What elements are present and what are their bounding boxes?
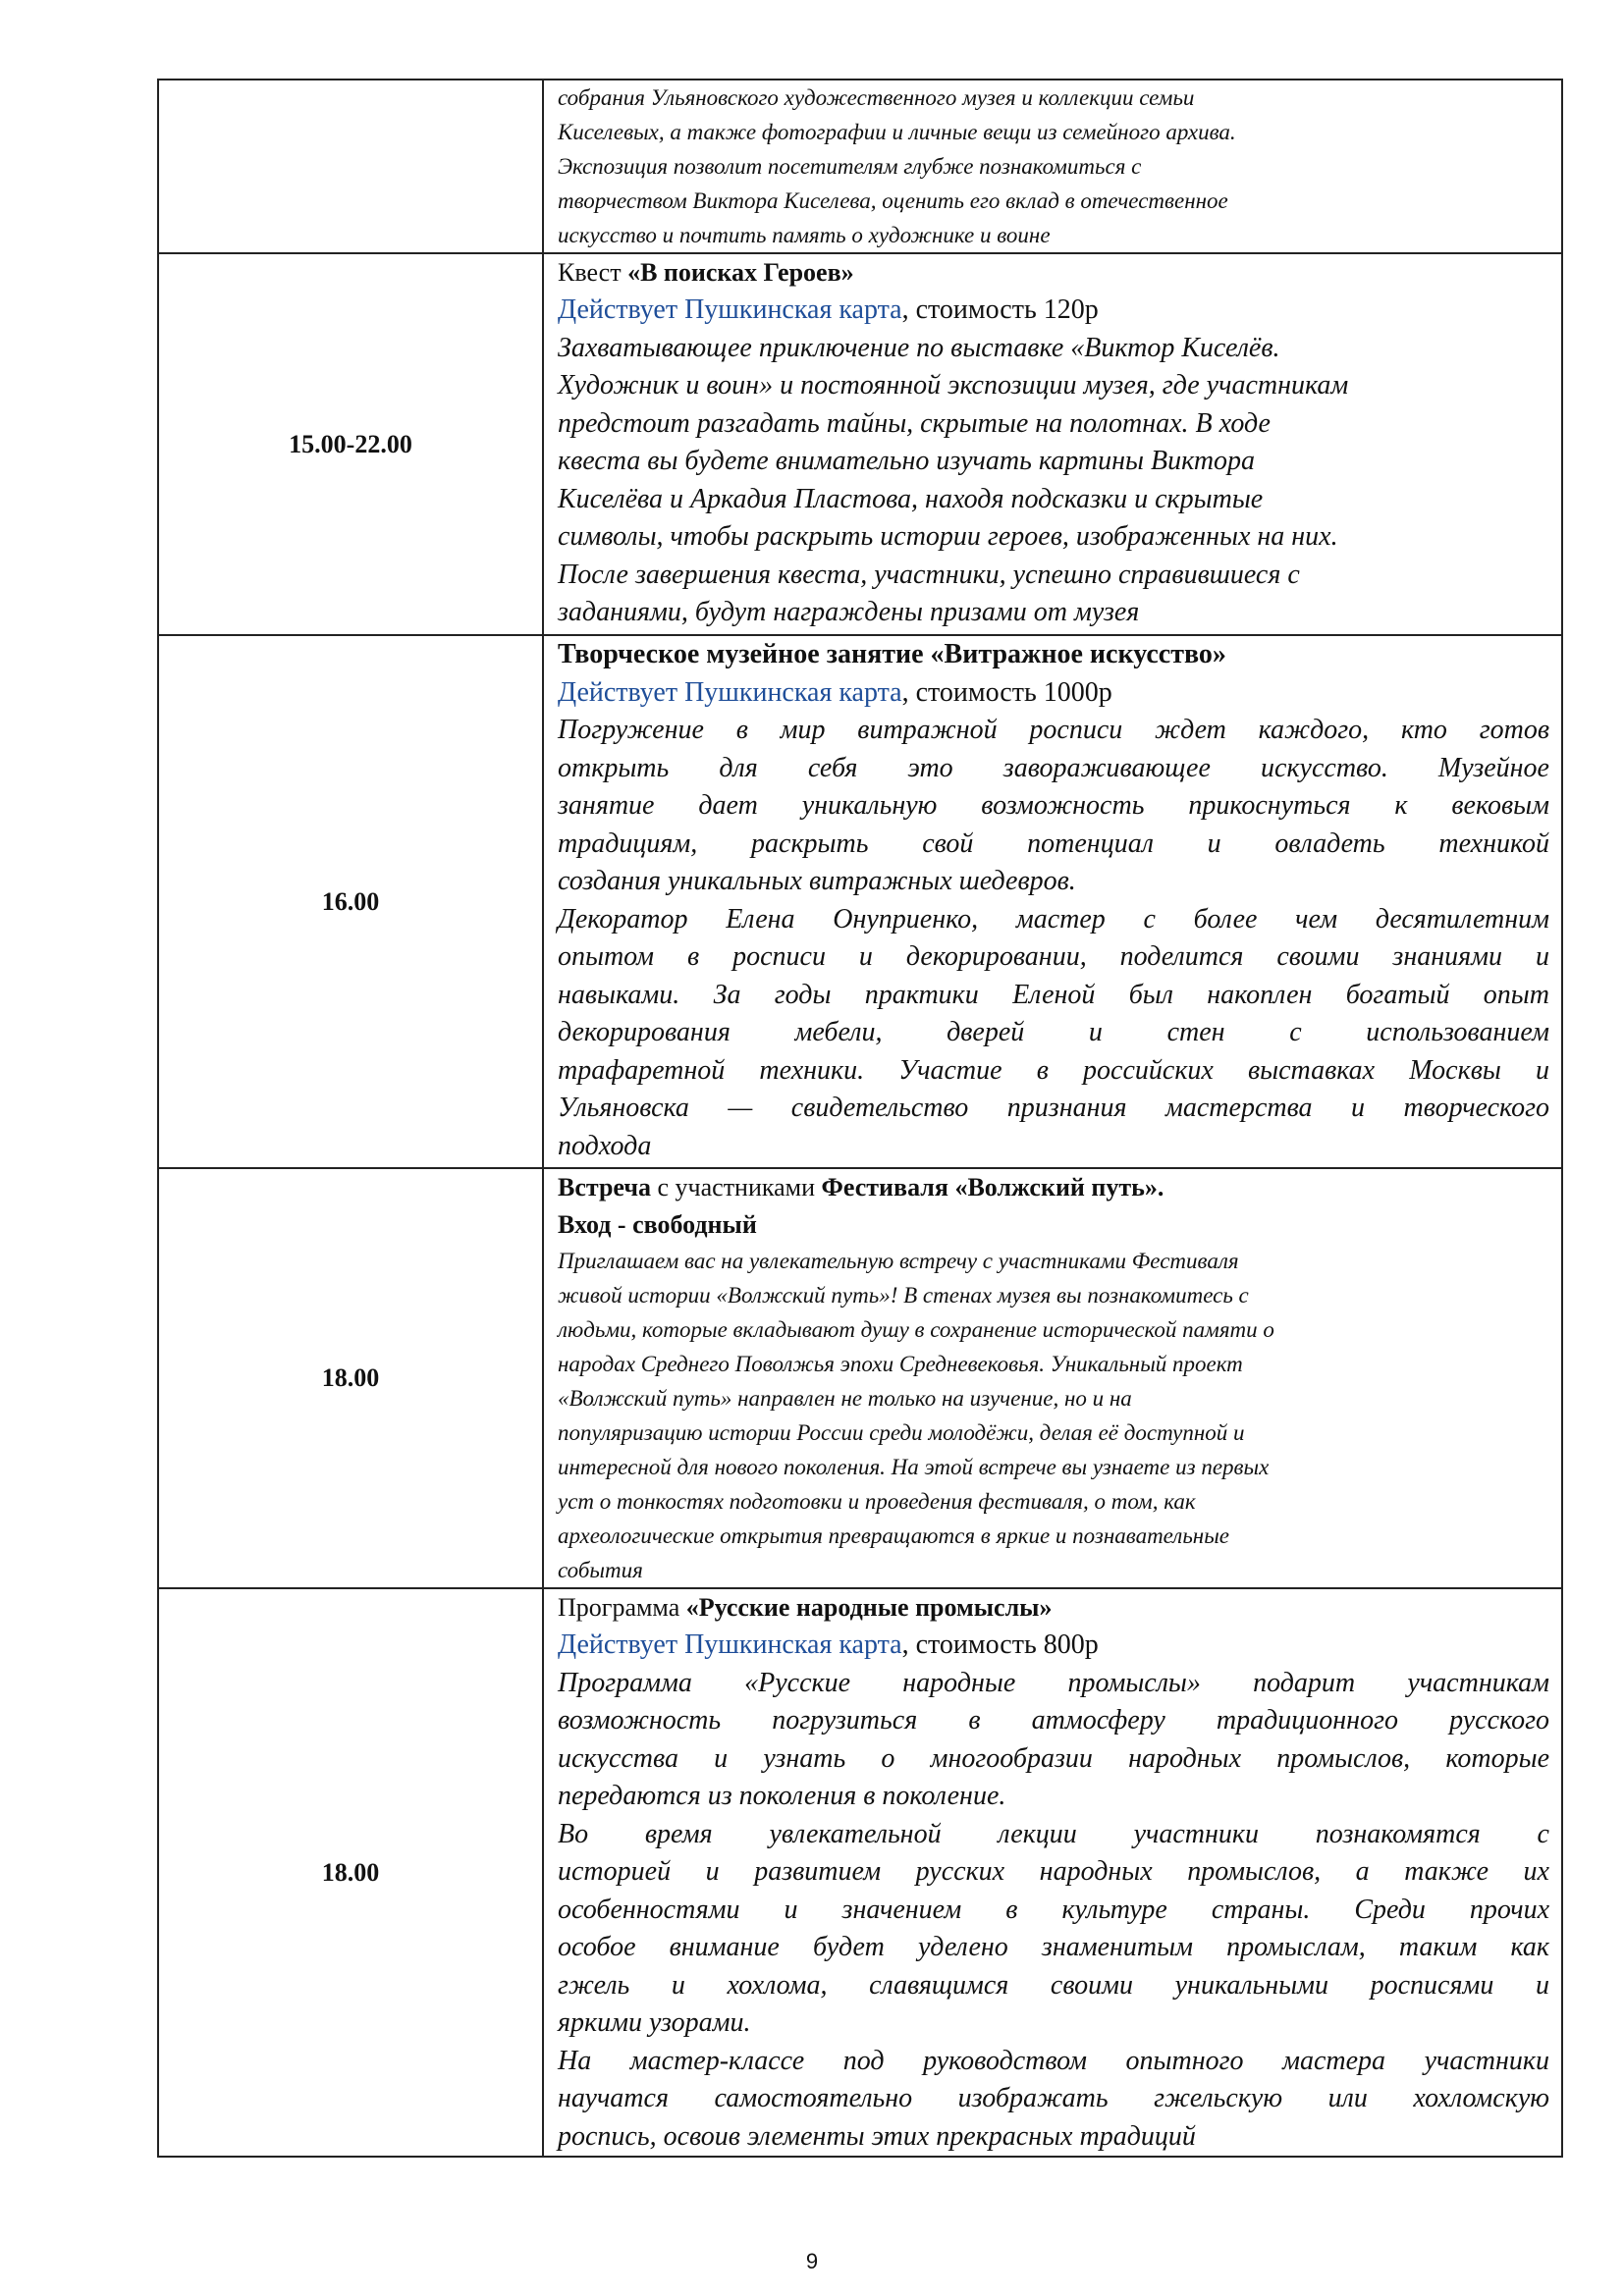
description-line: создания уникальных витражных шедевров. xyxy=(558,866,1076,896)
description-line: Экспозиция позволит посетителям глубже познакомиться с xyxy=(558,154,1142,179)
event-time: 16.00 xyxy=(321,886,380,916)
description-line: искусство и почтить память о художнике и воине xyxy=(558,223,1051,247)
description-line: Киселевых, а также фотографии и личные вещи из семейного архива. xyxy=(558,120,1236,144)
description-line: открыть для себя это завораживающее искусство. Музейное xyxy=(558,752,1549,783)
description-cell xyxy=(543,80,1562,253)
page-number: 9 xyxy=(805,2249,819,2273)
description-cell xyxy=(543,253,1562,635)
description-line: Программа «Русские народные промыслы» подарит участникам xyxy=(558,1667,1549,1698)
event-title: Встреча с участниками Фестиваля «Волжский путь». xyxy=(558,1173,1164,1201)
event-title: Квест «В поисках Героев» xyxy=(558,258,854,287)
schedule-row xyxy=(158,635,1562,1168)
pushkin-card-link[interactable]: Действует Пушкинская карта xyxy=(558,294,902,325)
description-line: Ульяновска — свидетельство признания мастерства и творческого xyxy=(558,1093,1549,1123)
description-line: опытом в росписи и декорировании, поделится своими знаниями и xyxy=(558,941,1549,972)
pushkin-card-link[interactable]: Действует Пушкинская карта xyxy=(558,676,902,708)
description-line: возможность погрузиться в атмосферу традиционного русского xyxy=(558,1705,1549,1735)
description-line: гжель и хохлома, славящимся своими уникальными росписями и xyxy=(558,1969,1549,2001)
price-line: Действует Пушкинская карта, стоимость 120р xyxy=(558,294,1099,325)
schedule-table xyxy=(157,79,1563,2158)
description-line: археологические открытия превращаются в яркие и познавательные xyxy=(558,1523,1230,1548)
pushkin-card-link[interactable]: Действует Пушкинская карта xyxy=(558,1629,902,1660)
time-cell xyxy=(158,253,543,635)
description-line: Захватывающее приключение по выставке «Виктор Киселёв. xyxy=(558,332,1280,363)
description-line: яркими узорами. xyxy=(558,2007,751,2038)
description-line: популяризацию истории России среди молодёжи, делая её доступной и xyxy=(558,1420,1245,1445)
description-line: интересной для нового поколения. На этой встрече вы узнаете из первых xyxy=(558,1455,1270,1479)
description-cell xyxy=(543,635,1562,1168)
schedule-row xyxy=(158,253,1562,635)
description-line: заданиями, будут награждены призами от музея xyxy=(558,597,1140,627)
description-line: людьми, которые вкладывают душу в сохранение исторической памяти о xyxy=(558,1317,1274,1342)
event-time: 18.00 xyxy=(321,1857,380,1887)
schedule-row xyxy=(158,1168,1562,1588)
description-line: передаются из поколения в поколение. xyxy=(558,1781,1006,1811)
description-line: события xyxy=(558,1558,643,1582)
description-line: собрания Ульяновского художественного музея и коллекции семьи xyxy=(558,85,1195,110)
description-line: Во время увлекательной лекции участники познакомятся с xyxy=(558,1818,1549,1849)
description-line: особое внимание будет уделено знаменитым промыслам, таким как xyxy=(558,1932,1549,1962)
event-time: 15.00-22.00 xyxy=(289,429,412,458)
price-line: Действует Пушкинская карта, стоимость 800р xyxy=(558,1629,1099,1660)
description-line: подхода xyxy=(558,1130,652,1161)
time-cell xyxy=(158,80,543,253)
entry-note: Вход - свободный xyxy=(558,1210,757,1239)
description-line: трафаретной техники. Участие в российских выставках Москвы и xyxy=(558,1054,1549,1086)
time-cell xyxy=(158,635,543,1168)
event-title: Творческое музейное занятие «Витражное искусство» xyxy=(558,639,1226,669)
description-line: уст о тонкостях подготовки и проведения фестиваля, о том, как xyxy=(558,1489,1196,1514)
description-line: творчеством Виктора Киселева, оценить его вклад в отечественное xyxy=(558,188,1228,213)
description-line: искусства и узнать о многообразии народных промыслов, которые xyxy=(558,1742,1549,1774)
description-line: декорирования мебели, дверей и стен с использованием xyxy=(558,1017,1549,1047)
description-cell xyxy=(543,1168,1562,1588)
description-line: традициям, раскрыть свой потенциал и овладеть техникой xyxy=(558,828,1549,859)
schedule-row xyxy=(158,80,1562,253)
schedule-row xyxy=(158,1588,1562,2157)
description-line: Погружение в мир витражной росписи ждет каждого, кто готов xyxy=(558,715,1549,745)
description-line: занятие дает уникальную возможность прикоснуться к вековым xyxy=(558,790,1549,821)
description-line: Киселёва и Аркадия Пластова, находя подсказки и скрытые xyxy=(558,483,1264,514)
description-line: «Волжский путь» направлен не только на изучение, но и на xyxy=(558,1386,1132,1411)
description-line: предстоит разгадать тайны, скрытые на полотнах. В ходе xyxy=(558,407,1271,439)
description-line: живой истории «Волжский путь»! В стенах музея вы познакомитесь с xyxy=(558,1283,1249,1308)
description-line: особенностями и значением в культуре страны. Среди прочих xyxy=(558,1894,1549,1925)
description-line: Художник и воин» и постоянной экспозиции музея, где участникам xyxy=(558,370,1349,400)
description-cell xyxy=(543,1588,1562,2157)
description-line: После завершения квеста, участники, успешно справившиеся с xyxy=(558,559,1300,590)
description-line: символы, чтобы раскрыть истории героев, изображенных на них. xyxy=(558,521,1338,552)
time-cell xyxy=(158,1588,543,2157)
time-cell xyxy=(158,1168,543,1588)
description-line: народах Среднего Поволжья эпохи Средневековья. Уникальный проект xyxy=(558,1352,1243,1376)
description-line: навыками. За годы практики Еленой был накоплен богатый опыт xyxy=(558,979,1549,1010)
description-line: На мастер-классе под руководством опытного мастера участники xyxy=(558,2045,1549,2076)
description-line: научатся самостоятельно изображать гжельскую или хохломскую xyxy=(558,2083,1549,2113)
description-line: роспись, освоив элементы этих прекрасных традиций xyxy=(558,2120,1196,2152)
description-line: квеста вы будете внимательно изучать картины Виктора xyxy=(558,446,1256,476)
description-line: Декоратор Елена Онуприенко, мастер с более чем десятилетним xyxy=(558,903,1549,934)
event-title: Программа «Русские народные промыслы» xyxy=(558,1593,1053,1622)
description-line: Приглашаем вас на увлекательную встречу с участниками Фестиваля xyxy=(558,1249,1239,1273)
description-line: историей и развитием русских народных промыслов, а также их xyxy=(558,1856,1549,1887)
price-line: Действует Пушкинская карта, стоимость 1000р xyxy=(558,676,1112,708)
event-time: 18.00 xyxy=(321,1363,380,1392)
